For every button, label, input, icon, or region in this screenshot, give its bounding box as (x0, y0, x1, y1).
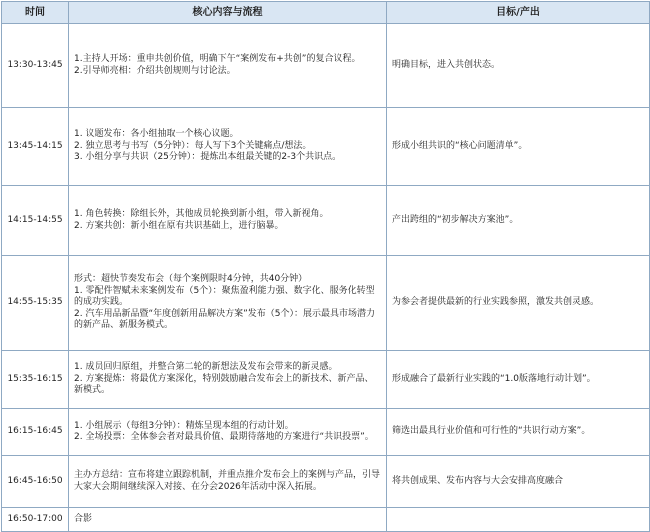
row-time: 13:30-13:45 (2, 24, 69, 108)
schedule-table (1, 1, 650, 532)
row-time: 14:15-14:55 (2, 186, 69, 256)
table-body (2, 24, 650, 532)
content-line: 1. 角色转换：除组长外，其他成员轮换到新小组，带入新视角。 (74, 209, 329, 219)
table-row (2, 456, 650, 508)
row-goal: 为参会者提供最新的行业实践参照，激发共创灵感。 (387, 256, 650, 351)
content-line: 3. 小组分享与共识（25分钟）：提炼出本组最关键的2-3个共识点。 (74, 152, 342, 163)
row-goal: 形成融合了最新行业实践的“1.0版落地行动计划”。 (387, 351, 650, 409)
row-content (69, 508, 387, 532)
row-time: 16:45-16:50 (2, 456, 69, 508)
table-row (2, 351, 650, 409)
content-line: 2.引导师亮相：介绍共创规则与讨论法。 (74, 65, 236, 76)
header-goal: 目标/产出 (387, 2, 650, 24)
row-content (69, 351, 387, 409)
row-content (69, 256, 387, 351)
header-content: 核心内容与流程 (69, 2, 387, 24)
row-time: 16:50-17:00 (2, 508, 69, 532)
row-goal: 将共创成果、发布内容与大会安排高度融合 (387, 456, 650, 508)
row-goal: 形成小组共识的“核心问题清单”。 (387, 108, 650, 186)
row-time: 14:55-15:35 (2, 256, 69, 351)
content-line: 形式：超快节奏发布会（每个案例限时4分钟，共40分钟） (74, 274, 308, 285)
content-line: 主办方总结：宣布将建立跟踪机制，并重点推介发布会上的案例与产品，引导大家大会期间继续深入对接、在分会2026年活动中深入拓展。 (74, 470, 381, 492)
row-time: 16:15-16:45 (2, 409, 69, 456)
row-content (69, 186, 387, 256)
row-goal: 明确目标，进入共创状态。 (387, 24, 650, 108)
row-time: 15:35-16:15 (2, 351, 69, 409)
content-line: 2. 方案提炼：将最优方案深化，特别鼓励融合发布会上的新技术、新产品、新模式。 (74, 373, 374, 396)
content-line: 2. 独立思考与书写（5分钟）：每人写下3个关键痛点/想法。 (74, 140, 312, 151)
row-content (69, 108, 387, 186)
table-row (2, 508, 650, 532)
row-goal: 产出跨组的“初步解决方案池”。 (387, 186, 650, 256)
content-line: 1. 议题发布：各小组抽取一个核心议题。 (74, 129, 239, 140)
content-line: 2. 汽车用品新品暨“年度创新用品解决方案”发布（5个）：展示最具市场潜力的新产品、新服务模式。 (74, 308, 376, 331)
content-line: 2. 全场投票：全体参会者对最具价值、最期待落地的方案进行“共识投票”。 (74, 432, 374, 442)
content-line: 合影 (74, 513, 93, 524)
content-line: 1. 小组展示（每组3分钟）：精炼呈现本组的行动计划。 (74, 420, 294, 431)
row-goal (387, 508, 650, 532)
content-line: 1.主持人开场：重申共创价值，明确下午“案例发布+共创”的复合议程。 (74, 54, 361, 64)
table-row (2, 409, 650, 456)
table-header (2, 2, 650, 24)
row-content (69, 456, 387, 508)
content-line: 2. 方案共创：新小组在原有共识基础上，进行脑暴。 (74, 220, 284, 231)
table-row (2, 186, 650, 256)
table-row (2, 256, 650, 351)
header-time: 时间 (2, 2, 69, 24)
table-row (2, 108, 650, 186)
row-time: 13:45-14:15 (2, 108, 69, 186)
table-row (2, 24, 650, 108)
row-content (69, 24, 387, 108)
content-line: 1. 成员回归原组，并整合第二轮的新想法及发布会带来的新灵感。 (74, 362, 338, 373)
row-goal: 筛选出最具行业价值和可行性的“共识行动方案”。 (387, 409, 650, 456)
row-content (69, 409, 387, 456)
header-row (2, 2, 650, 24)
content-line: 1. 零配件智赋未来案例发布（5个）：聚焦盈利能力强、数字化、服务化转型的成功实践。 (74, 285, 375, 308)
